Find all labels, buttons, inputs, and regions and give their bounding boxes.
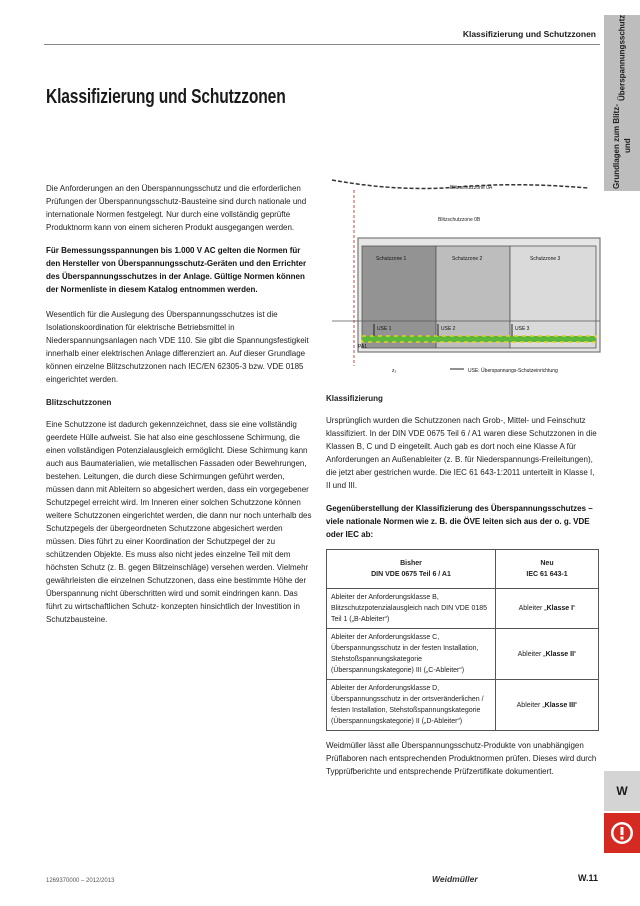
- row-3-old: Ableiter der Anforderungsklasse D, Überspannungsschutz in der ortsveränderlichen / festen Installation, Stehstoßspannungskategorie (Überspannungskategorie) II („D-Ableiter“): [327, 680, 496, 731]
- col-bisher-label: Bisher: [400, 560, 422, 567]
- norm-paragraph: Für Bemessungsspannungen bis 1.000 V AC gelten die Normen für den Hersteller von Überspannungsschutz-Geräten und den Errichter des Überspannungsschutzes in der Anlage. Gültige Normen können der Normenliste in diesem Katalog entnommen werden.: [46, 246, 307, 294]
- diagram-legend: USE: Überspannungs-Schutzeinrichtung: [468, 368, 558, 374]
- col-neu-label: Neu: [540, 560, 554, 567]
- klassifizierung-heading: Klassifizierung: [326, 394, 383, 403]
- side-tab-label-2: Überspannungsschutz: [617, 15, 627, 102]
- chapter-side-tab[interactable]: [604, 15, 640, 191]
- running-header-title: Klassifizierung und Schutzzonen: [462, 29, 596, 39]
- equipotential-bar: [362, 336, 596, 342]
- classification-paragraph: Ursprünglich wurden die Schutzzonen nach Grob-, Mittel- und Feinschutz klassifiziert. In der DIN VDE 0675 Teil 6 / A1 waren diese Schutzzonen in die Klassen B, C und D eingeteilt. Auch gab es dort noch eine Klasse A für Anforderungen an Außenableiter (z. B. für Niederspannungs-Freileitungen), die jetzt aber gestrichen wurde. Die IEC 61 643-1:2011 unterteilt in Klasse I, II und III.: [326, 416, 597, 490]
- col-neu-norm: IEC 61 643-1: [526, 571, 568, 578]
- row-1-new: Ableiter „Klasse I“: [496, 589, 599, 629]
- classification-table: [326, 549, 599, 731]
- row-2-old: Ableiter der Anforderungsklasse C, Überspannungsschutz in der festen Installation, Stehstoßspannungskategorie (Überspannungskategorie) III („C-Ableiter“): [327, 629, 496, 680]
- zone-0b-label: Blitzschutzzone 0B: [438, 217, 481, 223]
- pa-label: PA1: [358, 344, 368, 350]
- row-2-new: Ableiter „Klasse II“: [496, 629, 599, 680]
- ground-label: z₂: [392, 368, 397, 374]
- side-tab-label-1: Grundlagen zum Blitz- und: [612, 103, 632, 189]
- use-2-label: USE 2: [441, 326, 456, 332]
- row-1-old: Ableiter der Anforderungsklasse B, Blitzschutzpotenzialausgleich nach DIN VDE 0185 Teil 1 („B-Ableiter“): [327, 589, 496, 629]
- table-row: [327, 629, 599, 680]
- weidmueller-logo: Weidmüller: [432, 874, 478, 884]
- table-header-row: [327, 550, 599, 589]
- table-row: [327, 680, 599, 731]
- use-3-label: USE 3: [515, 326, 530, 332]
- header-rule: [44, 44, 600, 45]
- blitzschutzzonen-heading: Blitzschutzzonen: [46, 398, 112, 407]
- footer-catalog-code: 1269370000 – 2012/2013: [46, 878, 115, 884]
- weidmueller-paragraph: Weidmüller lässt alle Überspannungsschutz-Produkte von unabhängigen Prüflaboren nach entsprechenden Produktnormen prüfen. Dieses wird durch Typprüfberichte und entsprechende Prüfzertifikate dokumentiert.: [326, 741, 597, 776]
- row-3-new: Ableiter „Klasse III“: [496, 680, 599, 731]
- zone-3-label: Schutzzone 3: [530, 256, 561, 262]
- intro-paragraph: Die Anforderungen an den Überspannungsschutz und die erforderlichen Prüfungen der Überspannungsschutz-Bausteine sind durch nationale und internationale Normen festgelegt. Nur durch eine vollständig geprüfte Produktnorm kann von einem sicheren Produkt ausgegangen werden.: [46, 184, 307, 232]
- table-caption: Gegenüberstellung der Klassifizierung des Überspannungsschutzes – viele nationale Normen wie z. B. die ÖVE leiten sich aus der o. g. VDE oder IEC ab:: [326, 504, 593, 539]
- schutzzone-paragraph: Eine Schutzzone ist dadurch gekennzeichnet, dass sie eine vollständig geerdete Hülle aufweist. Sie hat also eine geschlossene Schirmung, die einen vollständigen Potenzialausgleich ermöglicht. Diese Schirmung kann auch aus Baumaterialien, wie metallischen Fassaden oder Bewehrungen, bestehen. Leitungen, die durch diese Schirmungen geführt werden, müssen dann mit Ableitern so abgesichert werden, dass ein vorgegebener Schutzpegel erreicht wird. Im Inneren einer solchen Schutzzone können weitere Schutzzonen eingerichtet werden, die dann nur noch unterhalb des Schutzpegels der übergeordneten Schutzzone abgesichert werden müssen. Dies führt zu einer Koordination der Schutzpegel der zu schützenden Objekte. Es muss also nicht jedes einzelne Teil mit dem höchsten Schutz (z. B. gegen Blitzeinschläge) versehen werden. Vielmehr gewährleisten die einzelnen Schutzzonen, dass eine bestimmte Höhe der Überspannung nicht überschritten wird und somit eindringen kann. Das führt zu wirtschaftlichen Schutz- konzepten hinsichtlich der Investition in Schutzbausteine.: [46, 420, 312, 624]
- protection-zone-diagram: [318, 176, 604, 388]
- exclamation-icon: [609, 820, 635, 846]
- zone-2-label: Schutzzone 2: [452, 256, 483, 262]
- table-row: [327, 589, 599, 629]
- isolation-paragraph: Wesentlich für die Auslegung des Überspannungsschutzes ist die Isolationskoordination für elektrische Betriebsmittel in Niederspannungsanlagen nach VDE 110. Sie gibt die Spannungsfestigkeit innerhalb einer elektrischen Anlage differenziert an. Auf dieser Grundlage können einzelne Blitzschutzzonen nach IEC/EN 62305-3 bzw. VDE 0185 eingerichtet werden.: [46, 310, 309, 384]
- right-column: [326, 392, 599, 788]
- use-1-label: USE 1: [377, 326, 392, 332]
- zone-1-label: Schutzzone 1: [376, 256, 407, 262]
- zone-0a-label: Blitzschutzzone 0A: [450, 185, 493, 191]
- warning-tab[interactable]: [604, 813, 640, 853]
- col-bisher-norm: DIN VDE 0675 Teil 6 / A1: [371, 571, 451, 578]
- page-number: W.11: [577, 873, 598, 883]
- left-column: [46, 182, 314, 636]
- section-w-tab[interactable]: W: [604, 771, 640, 811]
- page-title: Klassifizierung und Schutzzonen: [46, 86, 286, 108]
